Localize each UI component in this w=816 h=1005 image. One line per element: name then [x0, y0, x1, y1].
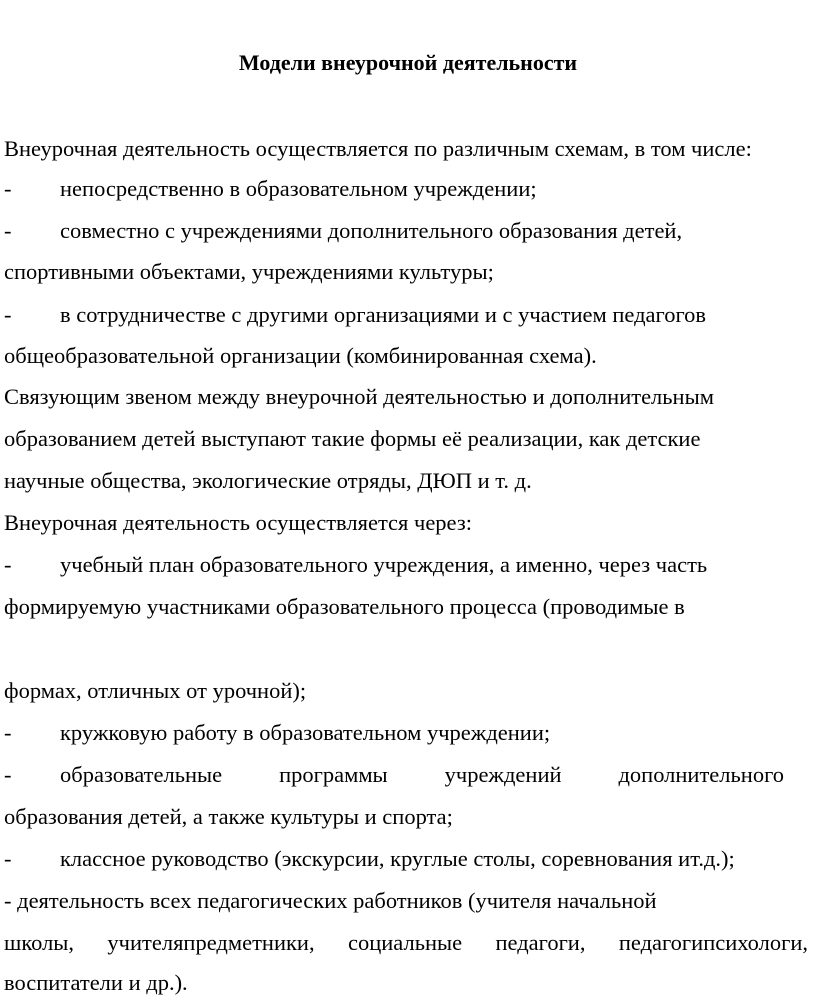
scheme-item-3-text: в сотрудничестве с другими организациями и с участием педагогов — [60, 302, 707, 327]
through-item-1-continued: формируемую участниками образовательного процесса (проводимые в — [4, 594, 685, 619]
through-item-2-text: кружковую работу в образовательном учреждении; — [60, 720, 551, 745]
word: учреждений — [444, 762, 562, 787]
through-intro: Внеурочная деятельность осуществляется через: — [4, 510, 472, 535]
link-paragraph-line-2: образованием детей выступают такие формы её реализации, как детские — [4, 426, 701, 451]
list-dash: - — [4, 176, 12, 201]
word: учителяпредметники, — [107, 930, 315, 955]
word: образовательные — [60, 762, 223, 787]
scheme-item-1 — [4, 174, 804, 204]
intro-paragraph: Внеурочная деятельность осуществляется по различным схемам, в том числе: — [4, 136, 752, 161]
list-dash: - — [4, 218, 12, 243]
through-item-1 — [4, 550, 804, 580]
through-item-4-text: классное руководство (экскурсии, круглые столы, соревнования ит.д.); — [60, 846, 735, 871]
word: социальные — [347, 930, 463, 955]
through-item-4 — [4, 844, 804, 874]
document-title: Модели внеурочной деятельности — [238, 50, 578, 75]
link-paragraph-line-3: научные общества, экологические отряды, ДЮП и т. д. — [4, 468, 532, 493]
through-item-5: - деятельность всех педагогических работников (учителя начальной — [4, 888, 657, 913]
through-item-3 — [4, 760, 804, 790]
list-dash: - — [4, 720, 12, 745]
through-item-1-text: учебный план образовательного учреждения, а именно, через часть — [60, 552, 708, 577]
scheme-item-2 — [4, 216, 804, 246]
through-item-2 — [4, 718, 804, 748]
list-dash: - — [4, 302, 12, 327]
through-item-3-continued: образования детей, а также культуры и спорта; — [4, 804, 453, 829]
word: программы — [279, 762, 388, 787]
link-paragraph-line-1: Связующим звеном между внеурочной деятельностью и дополнительным — [4, 384, 714, 409]
word: педагогипсихологи, — [618, 930, 808, 955]
scheme-item-3 — [4, 300, 804, 330]
scheme-item-2-text: совместно с учреждениями дополнительного образования детей, — [60, 218, 683, 243]
list-dash: - — [4, 552, 12, 577]
through-item-1-continued-2: формах, отличных от урочной); — [4, 678, 307, 703]
through-item-3-text — [60, 760, 784, 790]
through-item-5-continued-2: воспитатели и др.). — [4, 970, 188, 995]
scheme-item-1-text: непосредственно в образовательном учреждении; — [60, 176, 537, 201]
list-dash: - — [4, 846, 12, 871]
word: дополнительного — [618, 762, 784, 787]
word: школы, — [4, 930, 75, 955]
word: педагоги, — [495, 930, 586, 955]
scheme-item-2-continued: спортивными объектами, учреждениями культуры; — [4, 259, 494, 284]
through-item-5-continued — [4, 928, 808, 958]
scheme-item-3-continued: общеобразовательной организации (комбинированная схема). — [4, 343, 597, 368]
list-dash: - — [4, 762, 12, 787]
